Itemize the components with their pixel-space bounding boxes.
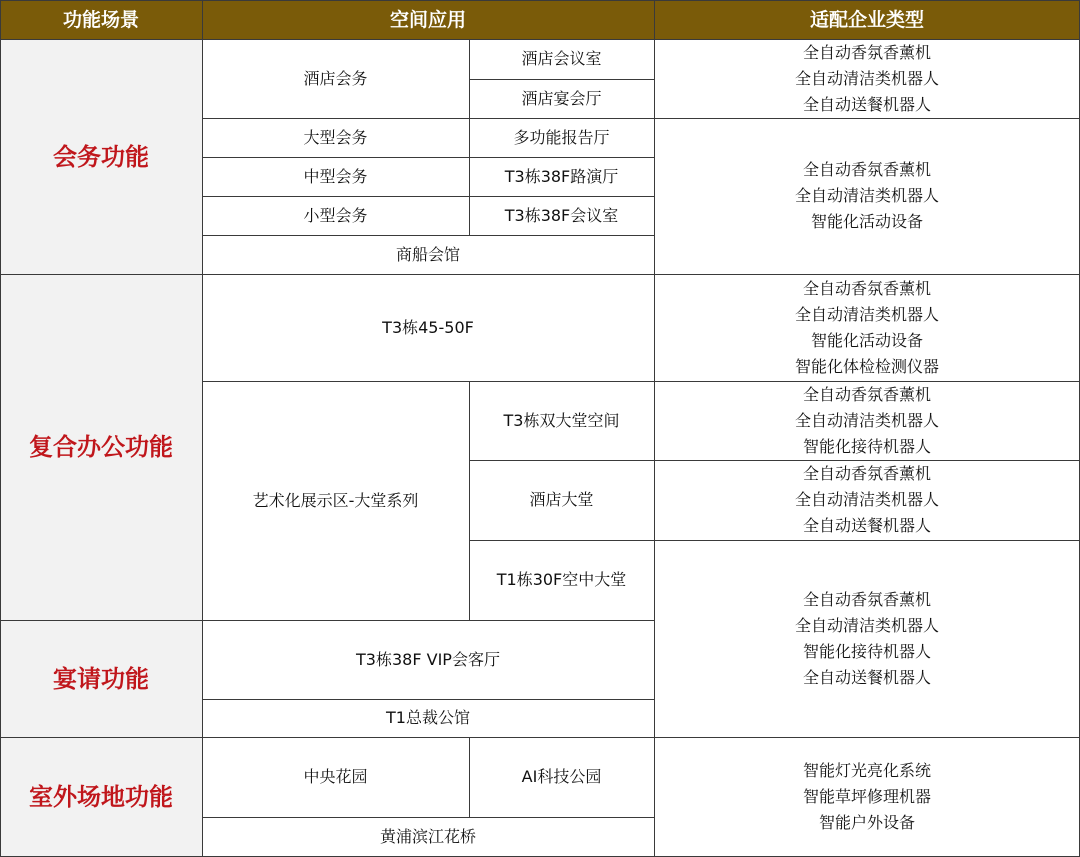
space-large-meeting: 大型会务 (303, 127, 368, 147)
grid-line (469, 39, 470, 235)
type-item: 全自动送餐机器人 (802, 94, 931, 114)
type-item: 全自动香氛香薰机 (802, 464, 931, 483)
grid-line (469, 79, 654, 80)
grid-line (0, 0, 1, 857)
header-space-application: 空间应用 (202, 0, 654, 39)
grid-line (0, 39, 1080, 40)
type-item: 全自动送餐机器人 (802, 516, 931, 535)
type-item: 智能化活动设备 (810, 212, 923, 231)
type-item: 智能化体检检测仪器 (794, 356, 939, 376)
type-item: 全自动清洁类机器人 (794, 615, 939, 635)
type-item: 智能户外设备 (818, 813, 915, 832)
space-roadshow-hall: T3栋38F路演厅 (504, 166, 619, 186)
grid-line (469, 540, 1080, 541)
space-t1-president-house: T1总裁公馆 (386, 708, 470, 727)
space-t3-vip-room: T3栋38F VIP会客厅 (356, 649, 500, 669)
type-item: 全自动清洁类机器人 (794, 490, 939, 509)
grid-line (0, 737, 1080, 738)
grid-line (202, 118, 1080, 119)
grid-line (654, 0, 655, 857)
grid-line (469, 737, 470, 817)
space-hotel-meeting: 酒店会务 (303, 68, 368, 88)
type-item: 全自动送餐机器人 (802, 667, 931, 687)
types-block-2 (654, 118, 1080, 274)
types-block-6 (654, 540, 1080, 737)
grid-line (202, 196, 654, 197)
group-office: 复合办公功能 (0, 274, 202, 620)
space-hotel-banquet-hall: 酒店宴会厅 (521, 88, 602, 108)
type-item: 智能化活动设备 (810, 330, 923, 350)
header-enterprise-type: 适配企业类型 (654, 0, 1080, 39)
type-item: 全自动香氛香薰机 (802, 42, 931, 62)
type-item: 全自动清洁类机器人 (794, 304, 939, 324)
group-outdoor: 室外场地功能 (0, 737, 202, 857)
space-hotel-lobby: 酒店大堂 (529, 490, 594, 509)
space-multi-function-hall: 多功能报告厅 (513, 127, 610, 147)
type-item: 全自动香氛香薰机 (802, 160, 931, 179)
type-item: 智能化接待机器人 (802, 436, 931, 456)
grid-line (202, 381, 1080, 382)
grid-line (202, 699, 654, 700)
type-item: 全自动清洁类机器人 (794, 410, 939, 430)
type-item: 全自动香氛香薰机 (802, 278, 931, 298)
types-block-5 (654, 460, 1080, 540)
grid-line (0, 274, 1080, 275)
header-function-scene: 功能场景 (0, 0, 202, 39)
grid-line (202, 817, 654, 818)
space-medium-meeting: 中型会务 (303, 166, 368, 186)
space-t3-meeting-room: T3栋38F会议室 (504, 205, 619, 225)
type-item: 全自动清洁类机器人 (794, 186, 939, 205)
types-block-7 (654, 737, 1080, 857)
grid-line (0, 620, 654, 621)
space-small-meeting: 小型会务 (303, 205, 368, 225)
space-central-garden: 中央花园 (303, 767, 368, 786)
space-t1-sky-lobby: T1栋30F空中大堂 (496, 570, 627, 589)
space-merchant-club: 商船会馆 (395, 244, 460, 264)
types-block-1 (654, 39, 1080, 118)
grid-line (0, 0, 1080, 1)
grid-line (469, 460, 1080, 461)
space-hotel-meeting-room: 酒店会议室 (521, 49, 602, 68)
type-item: 智能化接待机器人 (802, 641, 931, 661)
group-meeting: 会务功能 (0, 39, 202, 274)
type-item: 全自动香氛香薰机 (802, 589, 931, 609)
types-block-3 (654, 274, 1080, 381)
type-item: 全自动香氛香薰机 (802, 384, 931, 404)
grid-line (202, 235, 654, 236)
group-banquet: 宴请功能 (0, 620, 202, 737)
grid-line (202, 0, 203, 857)
space-ai-park: AI科技公园 (521, 767, 602, 786)
space-t3-45-50f: T3栋45-50F (382, 317, 474, 337)
type-item: 智能草坪修理机器 (802, 787, 931, 806)
space-t3-double-lobby: T3栋双大堂空间 (503, 410, 620, 430)
type-item: 全自动清洁类机器人 (794, 68, 939, 88)
space-huangpu-bridge: 黄浦滨江花桥 (379, 827, 476, 846)
space-art-lobby: 艺术化展示区-大堂系列 (252, 490, 419, 510)
grid-line (202, 157, 654, 158)
grid-line (469, 381, 470, 620)
types-block-4 (654, 381, 1080, 460)
type-item: 智能灯光亮化系统 (802, 761, 931, 780)
